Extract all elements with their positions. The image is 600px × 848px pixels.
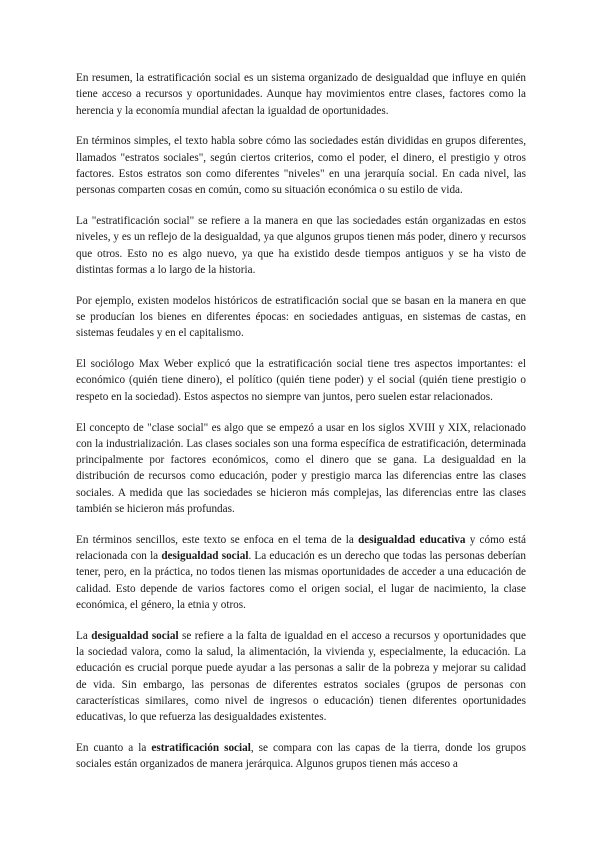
- text-run: y cómo está relacionada con la: [76, 533, 526, 563]
- paragraph-social-inequality: [76, 628, 526, 726]
- paragraph-educational-inequality: [76, 532, 526, 613]
- text-run: . La educación es un derecho que todas las personas deberían tener, pero, en la práctica, no todos tienen las mismas oportunidades de acceder a una educación de calidad. Esto depende de varios factores como el origen social, el lugar de nacimiento, la clase económica, el género, la etnia y otros.: [76, 550, 526, 612]
- text-run: En cuanto a la: [76, 742, 152, 755]
- paragraph-social-class: El concepto de "clase social" es algo que se empezó a usar en los siglos XVIII y XIX, relacionado con la industrialización. Las clases sociales son una forma específica de estratificación, determinada principalmente por factores económicos, como el dinero que se gana. La desigualdad en la distribución de recursos como educación, poder y prestigio marca las diferencias entre las clases sociales. A medida que las sociedades se hicieron más complejas, las diferencias entre las clases también se hicieron más profundas.: [76, 421, 526, 516]
- paragraph-social-strata: En términos simples, el texto habla sobre cómo las sociedades están divididas en grupos diferentes, llamados "estratos sociales", según ciertos criterios, como el poder, el dinero, el prestigio y otros factores. Estos estratos son como diferentes "niveles" en una jerarquía social. En cada nivel, las personas comparten cosas en común, como su situación económica o su estilo de vida.: [76, 135, 526, 197]
- text-run: La: [76, 629, 92, 642]
- document-body: [76, 70, 526, 787]
- bold-term-educational-inequality: desigualdad educativa: [358, 533, 466, 546]
- paragraph-stratification-layers: [76, 740, 526, 773]
- bold-term-social-inequality: desigualdad social: [161, 550, 249, 563]
- bold-term-social-inequality: desigualdad social: [91, 629, 179, 642]
- text-run: En términos sencillos, este texto se enfoca en el tema de la: [76, 533, 359, 546]
- text-run: se refiere a la falta de igualdad en el acceso a recursos y oportunidades que la sociedad valora, como la salud, la alimentación, la vivienda y, especialmente, la educación. La educación es crucial porque puede ayudar a las personas a salir de la pobreza y mejorar su calidad de vida. Sin embargo, las personas de diferentes estratos sociales (grupos de personas con características similares, como nivel de ingresos o educación) tienen diferentes oportunidades educativas, lo que refuerza las desigualdades existentes.: [76, 629, 526, 724]
- paragraph-max-weber: El sociólogo Max Weber explicó que la estratificación social tiene tres aspectos importantes: el económico (quién tiene dinero), el político (quién tiene poder) y el social (quién tiene prestigio o respeto en la sociedad). Estos aspectos no siempre van juntos, pero suelen estar relacionados.: [76, 358, 526, 403]
- paragraph-historical-models: Por ejemplo, existen modelos históricos de estratificación social que se basan en la manera en que se producían los bienes en diferentes épocas: en sociedades antiguas, en sistemas de castas, en sistemas feudales y en el capitalismo.: [76, 294, 526, 340]
- text-run: , se compara con las capas de la tierra, donde los grupos sociales están organizados de manera jerárquica. Algunos grupos tienen más acceso a: [76, 742, 526, 771]
- bold-term-social-stratification: estratificación social: [151, 742, 251, 755]
- paragraph-stratification-definition: La "estratificación social" se refiere a la manera en que las sociedades están organizadas en estos niveles, y es un reflejo de la desigualdad, ya que algunos grupos tienen más poder, dinero y recursos que otros. Esto no es algo nuevo, ya que ha existido desde tiempos antiguos y se ha visto de distintas formas a lo largo de la historia.: [76, 215, 526, 276]
- paragraph-summary: En resumen, la estratificación social es un sistema organizado de desigualdad que influye en quién tiene acceso a recursos y oportunidades. Aunque hay movimientos entre clases, factores como la herencia y la economía mundial afectan la igualdad de oportunidades.: [76, 72, 526, 117]
